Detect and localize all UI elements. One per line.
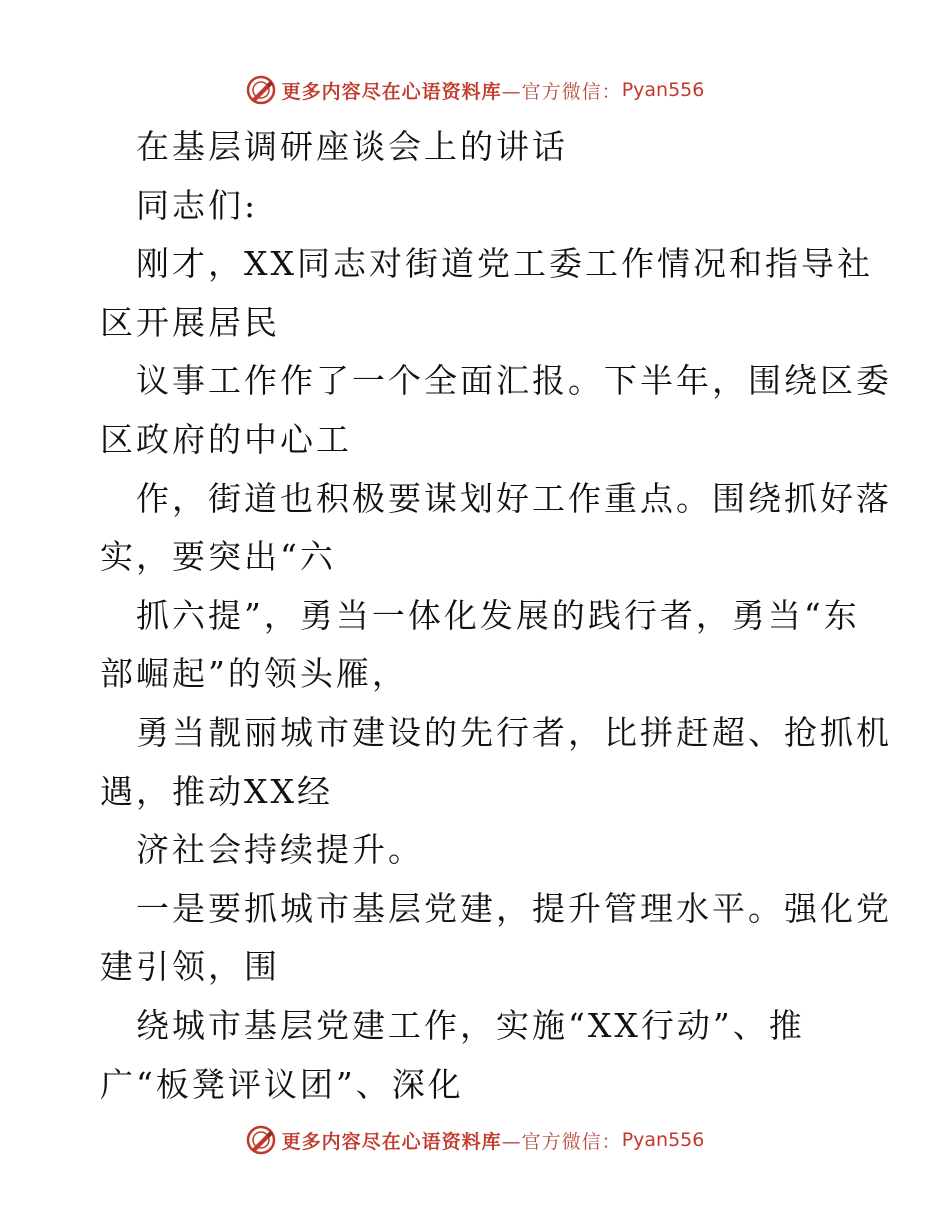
watermark-sub-text: —官方微信： xyxy=(501,1130,622,1153)
paragraph-line: 建引领，围 xyxy=(100,947,280,987)
watermark-main-text: 更多内容尽在心语资料库 xyxy=(281,1130,502,1153)
document-title: 在基层调研座谈会上的讲话 xyxy=(136,127,568,166)
watermark-wechat-id: Pyan556 xyxy=(621,1129,705,1151)
paragraph-line: 部崛起”的领头雁， xyxy=(100,654,408,694)
header-watermark xyxy=(0,70,950,110)
paragraph-line: 作，街道也积极要谋划好工作重点。围绕抓好落 xyxy=(136,478,892,518)
watermark-wechat-id: Pyan556 xyxy=(621,79,705,101)
watermark-main-text: 更多内容尽在心语资料库 xyxy=(281,80,502,103)
paragraph-line: 绕城市基层党建工作，实施“XX行动”、推 xyxy=(136,1005,805,1045)
paragraph-line: 勇当靓丽城市建设的先行者，比拼赶超、抢抓机 xyxy=(136,712,892,752)
paragraph-line: 刚才，XX同志对街道党工委工作情况和指导社 xyxy=(136,244,873,284)
watermark-sub-text: —官方微信： xyxy=(501,80,622,103)
paragraph-line: 广“板凳评议团”、深化 xyxy=(100,1064,464,1104)
footer-watermark xyxy=(0,1120,950,1160)
paragraph-line: 区政府的中心工 xyxy=(100,419,352,459)
paragraph-line: 遇，推动XX经 xyxy=(100,771,333,811)
pen-logo-icon xyxy=(246,75,276,105)
paragraph-line: 实，要突出“六 xyxy=(100,537,336,577)
paragraph-line: 区开展居民 xyxy=(100,302,280,342)
paragraph-line: 济社会持续提升。 xyxy=(136,830,424,870)
paragraph-line: 一是要抓城市基层党建，提升管理水平。强化党 xyxy=(136,888,892,928)
paragraph-line: 抓六提”，勇当一体化发展的践行者，勇当“东 xyxy=(136,595,860,635)
paragraph-line: 同志们: xyxy=(136,185,259,225)
pen-logo-icon xyxy=(246,1125,276,1155)
paragraph-line: 议事工作作了一个全面汇报。下半年，围绕区委 xyxy=(136,361,892,401)
document-body xyxy=(100,118,892,1114)
